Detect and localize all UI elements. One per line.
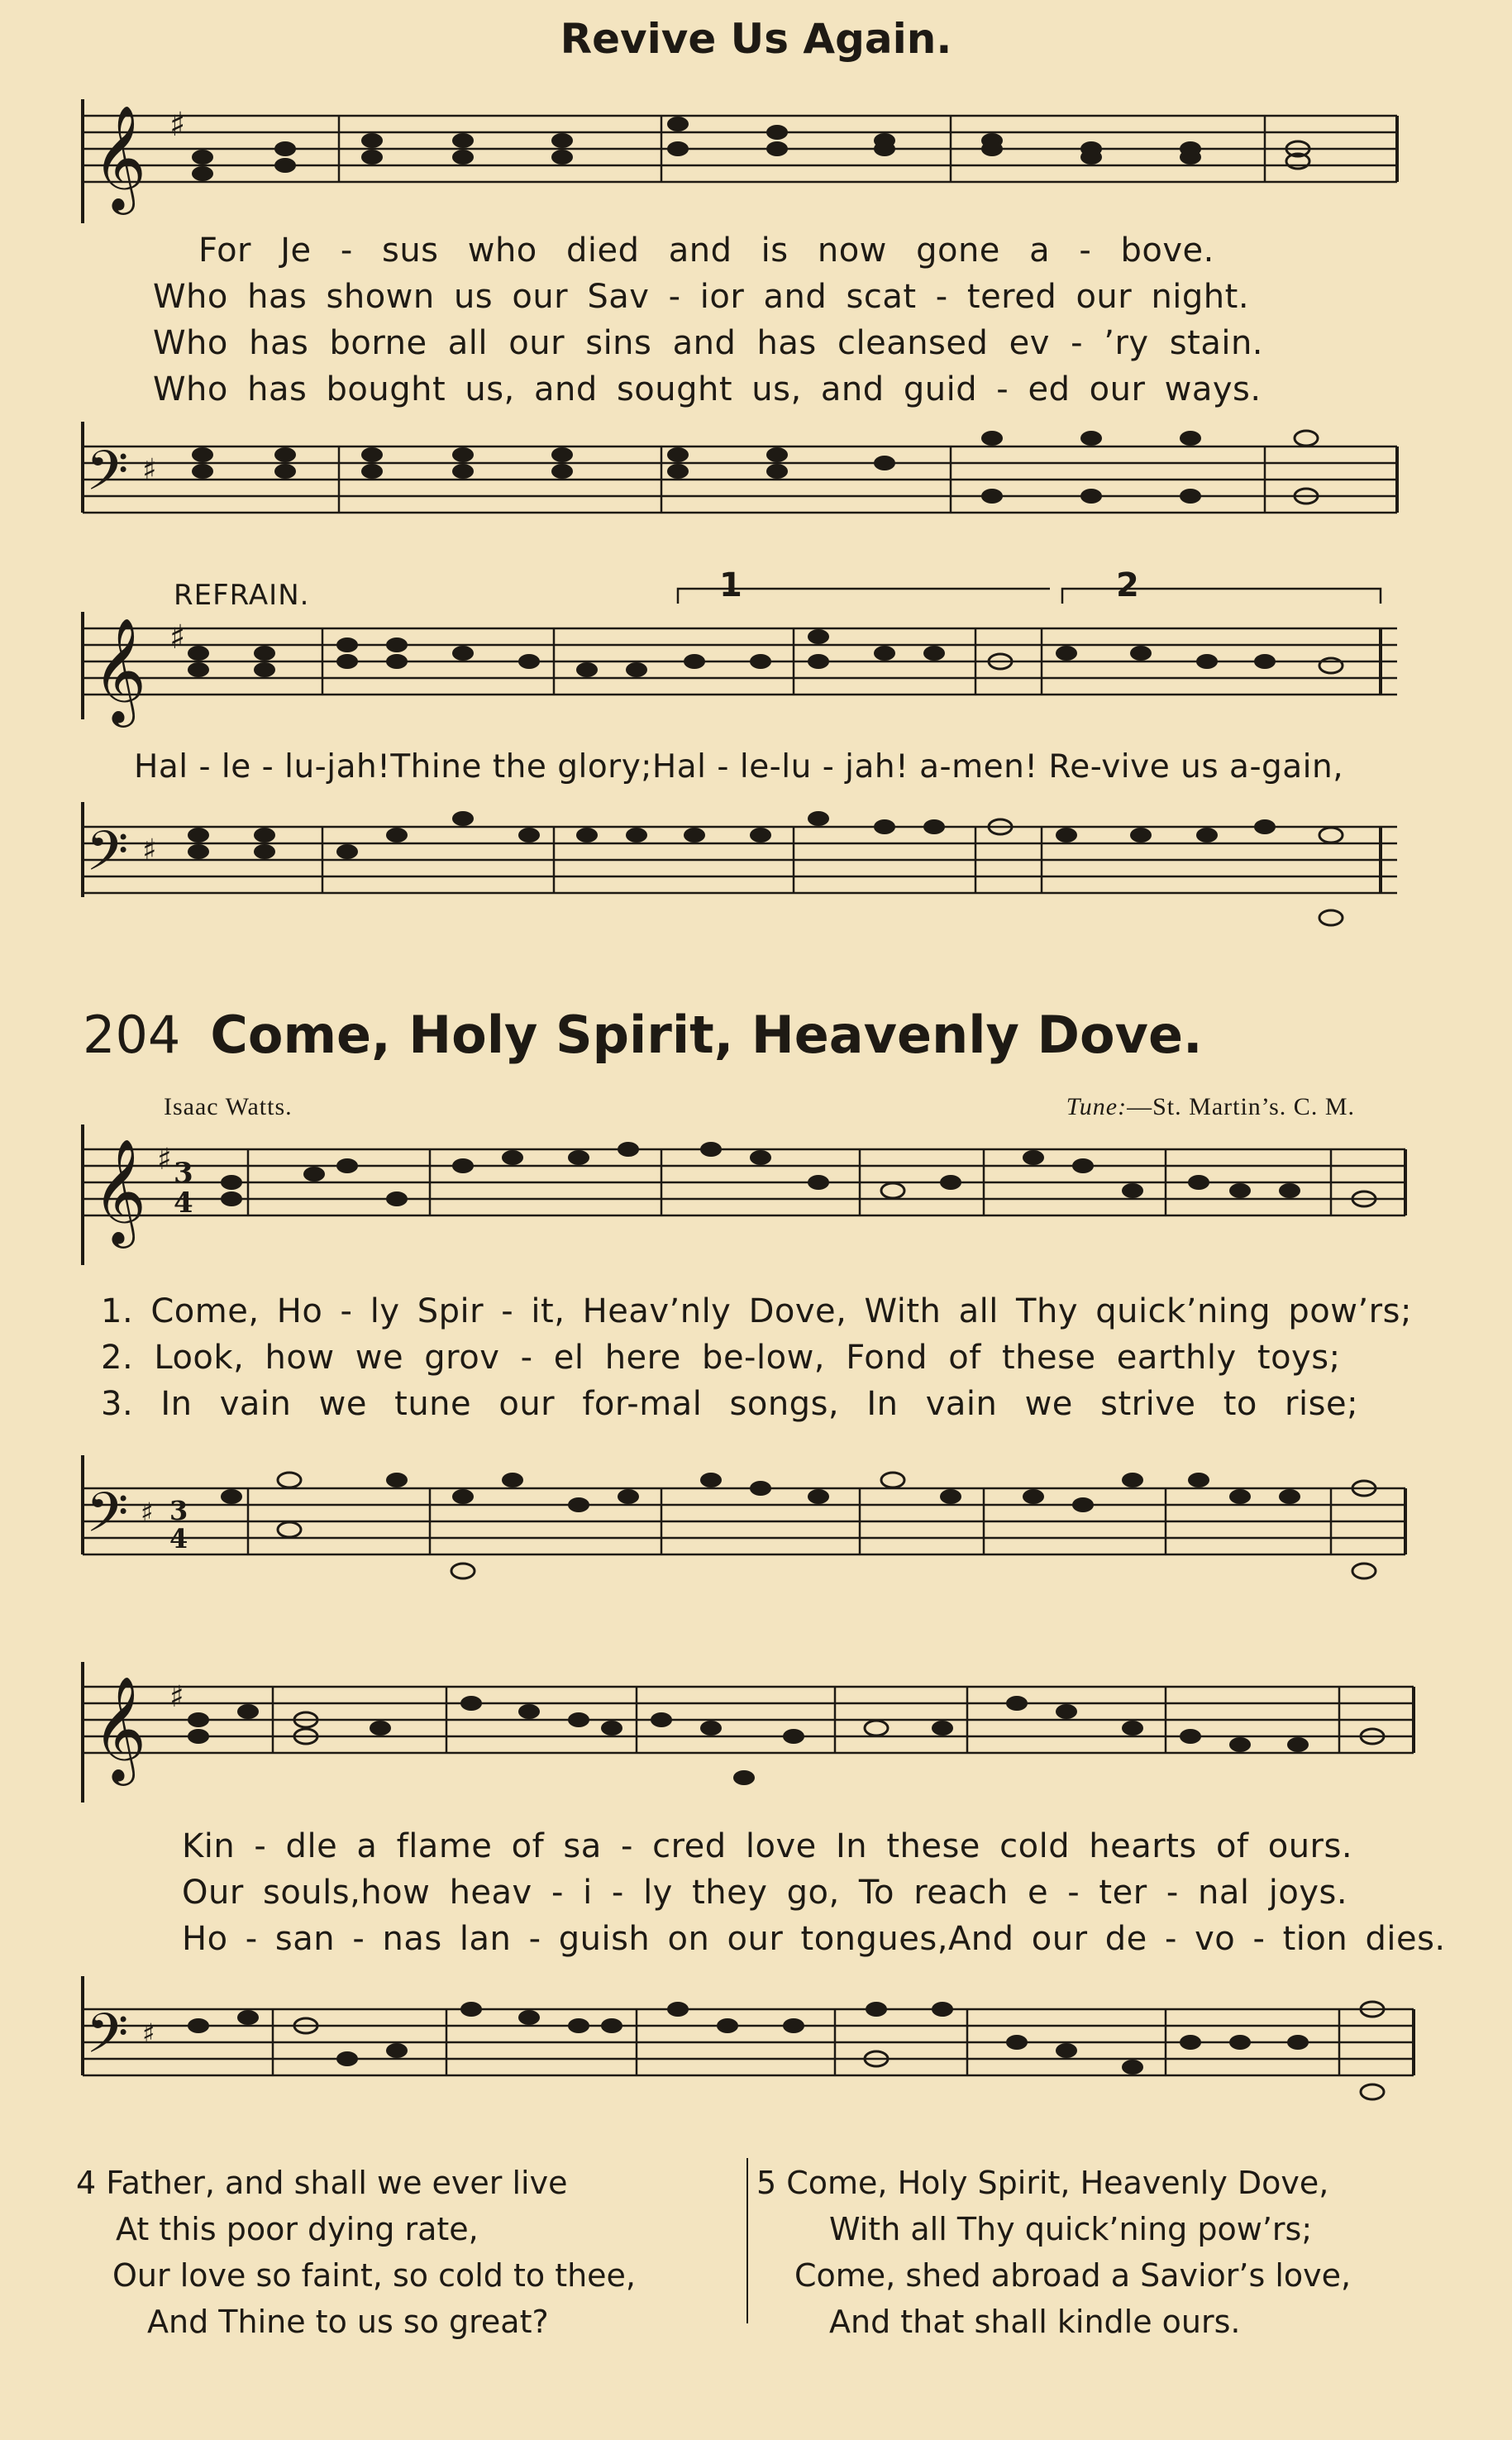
hymn-204-heading bbox=[83, 1005, 1447, 1065]
tune-label: Tune: bbox=[1066, 1093, 1128, 1120]
stanza-4-line-1: 4 Father, and shall we ever live bbox=[76, 2165, 568, 2201]
tune-name: —St. Martin’s. C. M. bbox=[1127, 1093, 1355, 1120]
hymn204-verse1-line1: 1. Come, Ho - ly Spir - it, Heav’nly Dove, With all Thy quick’ning pow’rs; bbox=[101, 1292, 1412, 1330]
svg-text:♯: ♯ bbox=[141, 1497, 154, 1528]
hymn204-verse3-line2: Ho - san - nas lan - guish on our tongues,And our de - vo - tion dies. bbox=[182, 1920, 1446, 1958]
svg-text:𝄞: 𝄞 bbox=[93, 1675, 147, 1781]
stanza-5-line-4: And that shall kindle ours. bbox=[829, 2304, 1241, 2340]
svg-text:𝄢: 𝄢 bbox=[86, 2002, 129, 2079]
svg-text:♯: ♯ bbox=[169, 618, 186, 657]
hymn204-verse2-line2: Our souls,how heav - i - ly they go, To reach e - ter - nal joys. bbox=[182, 1874, 1348, 1912]
svg-text:♯: ♯ bbox=[142, 833, 157, 867]
svg-text:4: 4 bbox=[174, 1187, 193, 1220]
stanza-5-line-1: 5 Come, Holy Spirit, Heavenly Dove, bbox=[756, 2165, 1329, 2201]
hymn-number: 204 bbox=[83, 1005, 181, 1065]
staff-bass-4 bbox=[0, 1976, 1512, 2150]
ending-brackets bbox=[0, 579, 1512, 612]
svg-text:𝄢: 𝄢 bbox=[86, 1481, 129, 1558]
tune-credit bbox=[1066, 1093, 1355, 1121]
svg-text:𝄢: 𝄢 bbox=[86, 439, 129, 516]
ending-2-marker: 2 bbox=[1116, 566, 1139, 604]
stanza-4-line-4: And Thine to us so great? bbox=[147, 2304, 549, 2340]
svg-text:3: 3 bbox=[169, 1495, 188, 1526]
stanza-5 bbox=[756, 2160, 1351, 2345]
hymn-title-come-holy-spirit: Come, Holy Spirit, Heavenly Dove. bbox=[210, 1005, 1203, 1065]
staff-treble-1 bbox=[0, 99, 1512, 223]
hymn-title-revive: Revive Us Again. bbox=[560, 15, 952, 63]
staff-bass-3 bbox=[0, 1455, 1512, 1612]
svg-text:𝄞: 𝄞 bbox=[93, 1138, 147, 1244]
author-credit: Isaac Watts. bbox=[164, 1093, 293, 1120]
staff-bass-2 bbox=[0, 802, 1512, 967]
svg-text:♯: ♯ bbox=[157, 1143, 172, 1177]
svg-text:♯: ♯ bbox=[142, 2017, 155, 2049]
stanza-4-line-2: At this poor dying rate, bbox=[116, 2211, 479, 2247]
verse-4-line: Who has bought us, and sought us, and guid - ed our ways. bbox=[153, 370, 1262, 408]
stanza-4 bbox=[76, 2160, 636, 2345]
hymn204-verse3-line1: 3. In vain we tune our for-mal songs, In vain we strive to rise; bbox=[101, 1385, 1359, 1423]
stanza-5-line-2: With all Thy quick’ning pow’rs; bbox=[829, 2211, 1313, 2247]
svg-text:3: 3 bbox=[174, 1157, 193, 1190]
stanza-5-line-3: Come, shed abroad a Savior’s love, bbox=[794, 2257, 1352, 2294]
svg-text:♯: ♯ bbox=[169, 1680, 184, 1714]
stanza-4-line-3: Our love so faint, so cold to thee, bbox=[112, 2257, 637, 2294]
svg-text:𝄞: 𝄞 bbox=[93, 104, 147, 210]
hymn204-verse2-line1: 2. Look, how we grov - el here be-low, Fond of these earthly toys; bbox=[101, 1339, 1341, 1377]
staff-bass-1 bbox=[0, 422, 1512, 546]
verse-3-line: Who has borne all our sins and has cleansed ev - ’ry stain. bbox=[153, 324, 1264, 362]
svg-text:𝄞: 𝄞 bbox=[93, 617, 147, 723]
ending-1-marker: 1 bbox=[719, 566, 742, 604]
svg-text:♯: ♯ bbox=[142, 453, 157, 487]
verse-1-line: For Je - sus who died and is now gone a - bove. bbox=[198, 232, 1214, 270]
refrain-label: REFRAIN. bbox=[174, 579, 310, 612]
svg-text:♯: ♯ bbox=[169, 106, 186, 144]
hymn204-verse1-line2: Kin - dle a flame of sa - cred love In these cold hearts of ours. bbox=[182, 1827, 1353, 1865]
refrain-lyric: Hal - le - lu-jah!Thine the glory;Hal - le-lu - jah! a-men! Re-vive us a-gain, bbox=[134, 748, 1344, 785]
stanza-divider bbox=[746, 2158, 748, 2323]
staff-treble-2 bbox=[0, 612, 1512, 736]
verse-2-line: Who has shown us our Sav - ior and scat - tered our night. bbox=[153, 278, 1250, 316]
staff-treble-4 bbox=[0, 1662, 1512, 1827]
svg-text:4: 4 bbox=[169, 1523, 188, 1554]
svg-text:𝄢: 𝄢 bbox=[86, 819, 129, 896]
staff-treble-3 bbox=[0, 1125, 1512, 1265]
